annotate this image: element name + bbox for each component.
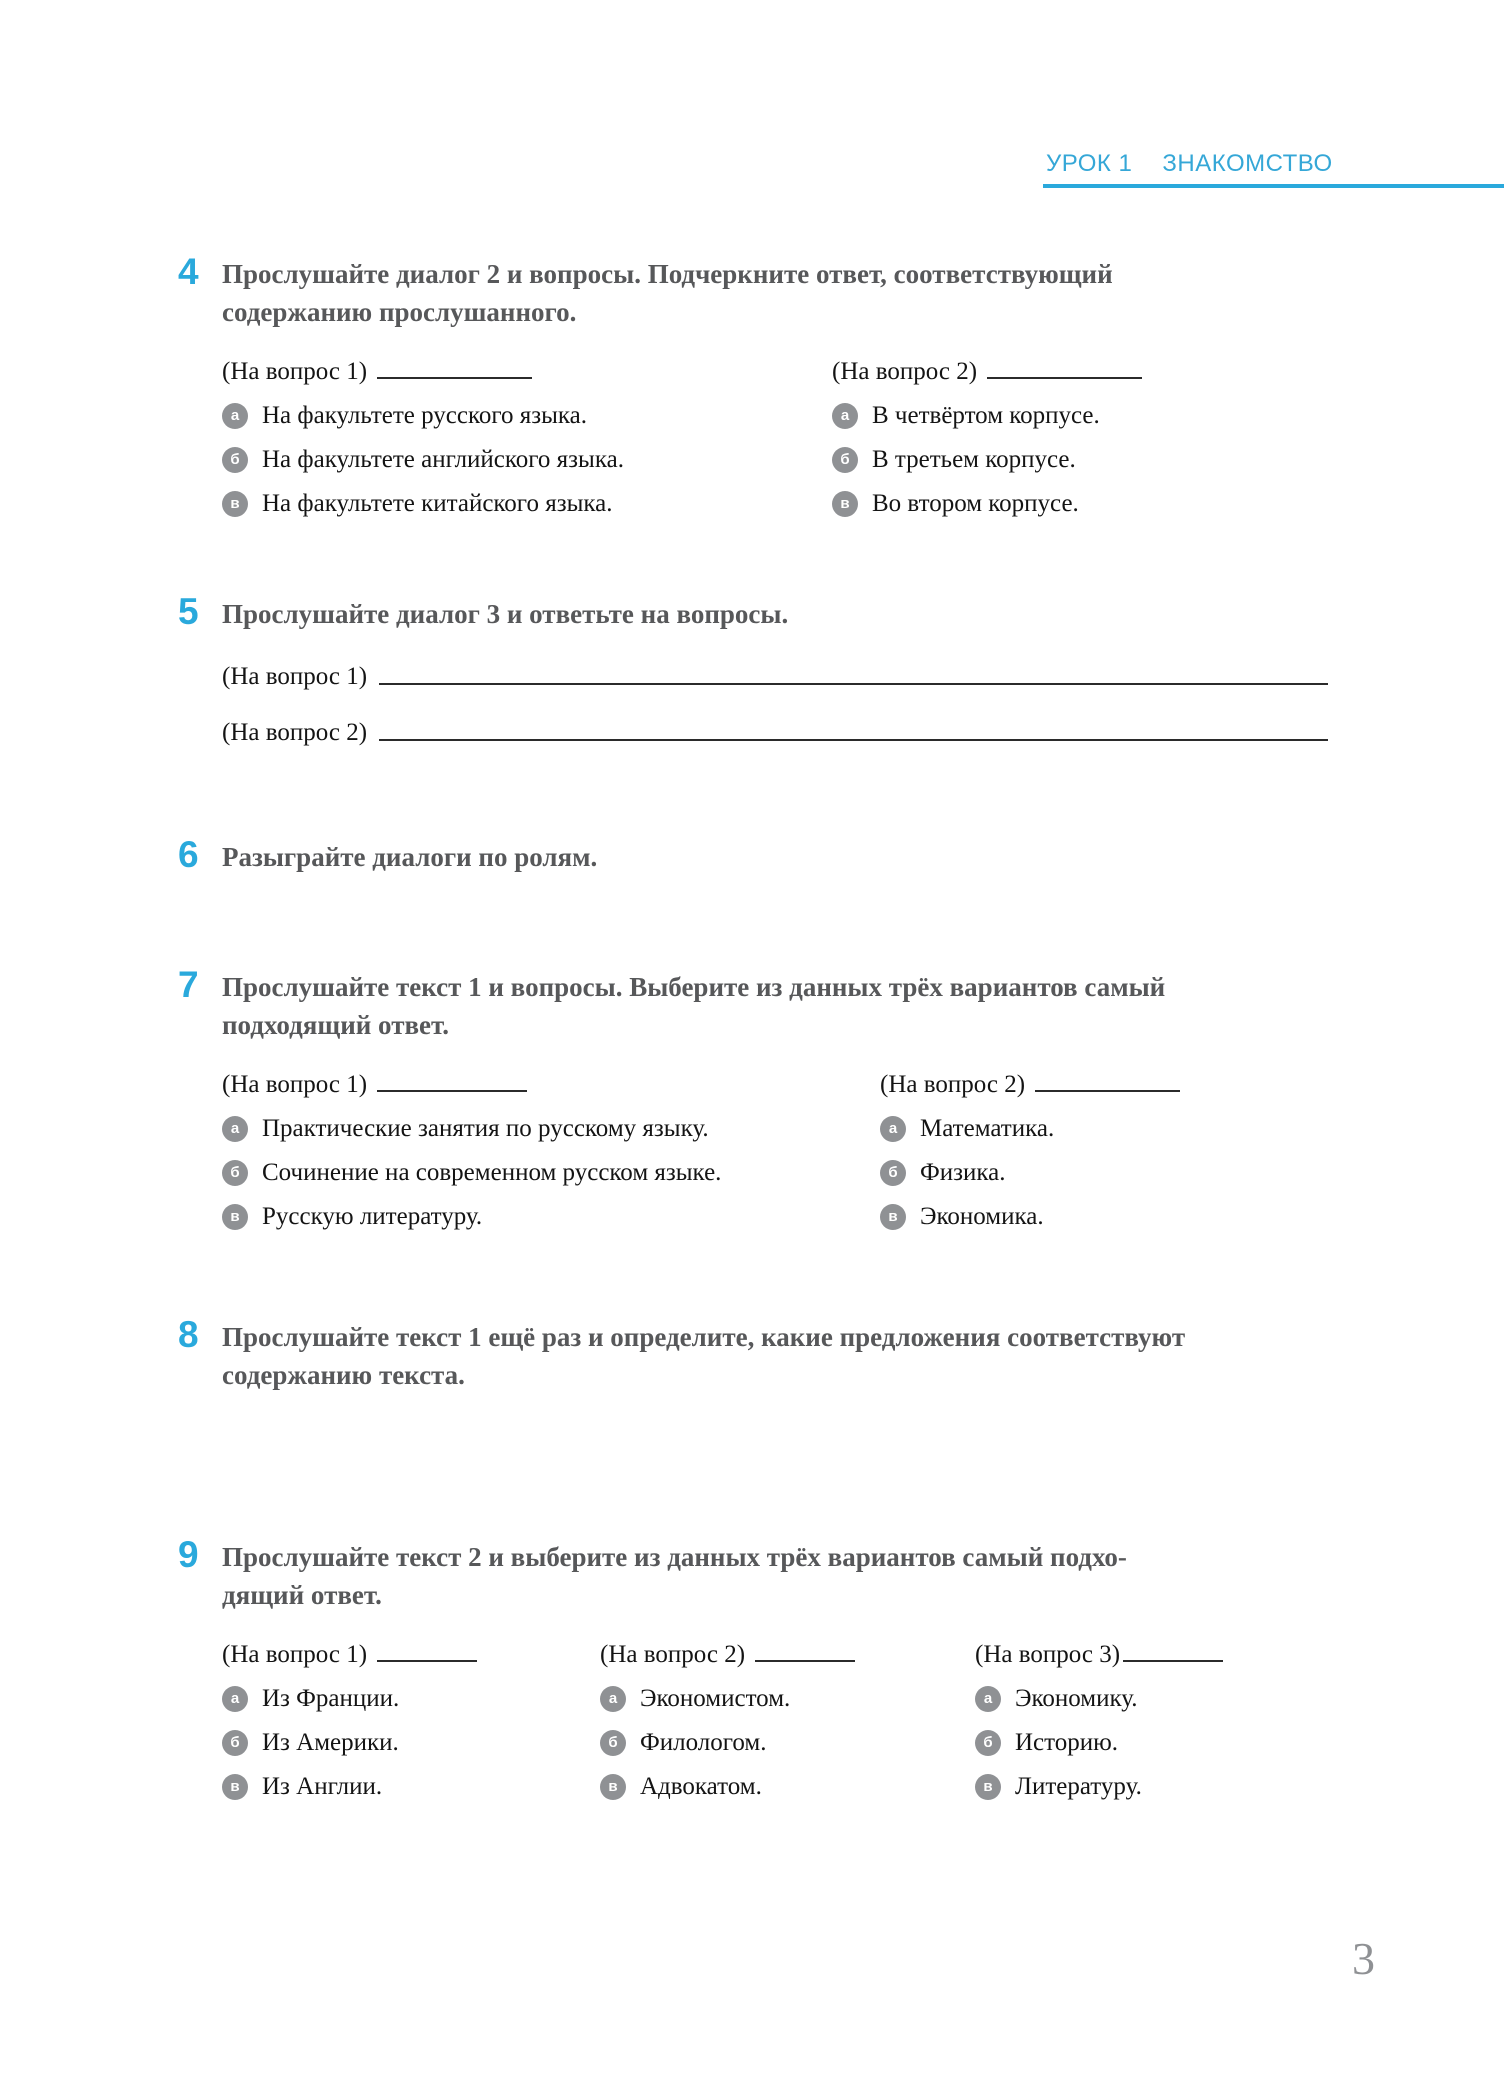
prompt-text: (На вопрос 1): [222, 663, 368, 691]
option-text: Экономистом.: [640, 1684, 791, 1712]
exercise-7: [178, 964, 1328, 1247]
option-row: [832, 446, 1328, 474]
answer-blank: [987, 359, 1142, 379]
option-letter-badge: а: [880, 1116, 906, 1142]
option-text: Литературу.: [1015, 1772, 1142, 1800]
header-rule: [1043, 184, 1504, 188]
option-text: Экономика.: [920, 1202, 1044, 1230]
exercise-instruction: [222, 1318, 1328, 1395]
answer-blank: [1123, 1642, 1223, 1662]
option-letter-badge: в: [880, 1204, 906, 1230]
option-letter-badge: в: [975, 1774, 1001, 1800]
option-row: [975, 1729, 1328, 1757]
answer-line: [379, 683, 1328, 685]
instruction-line: подходящий ответ.: [222, 1010, 450, 1041]
question-column-1: [222, 1641, 600, 1817]
option-row: [222, 402, 832, 430]
question-column-3: [975, 1641, 1328, 1817]
option-row: [222, 1159, 880, 1187]
prompt-text: (На вопрос 1): [222, 357, 368, 385]
option-letter-badge: а: [222, 1686, 248, 1712]
option-text: Из Франции.: [262, 1684, 400, 1712]
option-text: На факультете английского языка.: [262, 445, 624, 473]
option-letter-badge: б: [600, 1730, 626, 1756]
option-text: Математика.: [920, 1114, 1055, 1142]
option-text: Филологом.: [640, 1728, 767, 1756]
exercise-number: 6: [178, 834, 199, 875]
answer-blank: [377, 359, 532, 379]
question-prompt: [832, 358, 1328, 386]
option-letter-badge: а: [600, 1686, 626, 1712]
prompt-text: (На вопрос 3): [975, 1640, 1121, 1668]
exercise-6: [178, 834, 1328, 876]
option-row: [222, 490, 832, 518]
option-letter-badge: а: [222, 403, 248, 429]
option-row: [222, 1685, 600, 1713]
instruction-line: содержанию прослушанного.: [222, 297, 577, 328]
instruction-line: Прослушайте диалог 3 и ответьте на вопросы.: [222, 599, 789, 629]
exercise-5: [178, 591, 1328, 747]
option-letter-badge: б: [222, 1160, 248, 1186]
prompt-text: (На вопрос 2): [600, 1640, 746, 1668]
option-row: [975, 1685, 1328, 1713]
question-column-2: [880, 1071, 1328, 1247]
option-text: Физика.: [920, 1158, 1006, 1186]
option-text: Русскую литературу.: [262, 1202, 483, 1230]
option-row: [222, 1729, 600, 1757]
instruction-line: Прослушайте текст 1 и вопросы. Выберите из данных трёх вариантов самый: [222, 972, 1166, 1002]
instruction-line: содержанию текста.: [222, 1360, 465, 1391]
option-row: [600, 1729, 975, 1757]
answer-blank: [755, 1642, 855, 1662]
exercise-instruction: [222, 595, 1328, 633]
question-prompt: [222, 1641, 600, 1669]
answer-line: [379, 739, 1328, 741]
instruction-line: дящий ответ.: [222, 1580, 382, 1611]
option-row: [600, 1685, 975, 1713]
option-letter-badge: а: [832, 403, 858, 429]
option-row: [832, 490, 1328, 518]
option-letter-badge: б: [832, 447, 858, 473]
option-text: В четвёртом корпусе.: [872, 401, 1100, 429]
answer-blank: [377, 1642, 477, 1662]
lesson-label: УРОК 1: [1046, 150, 1133, 177]
option-letter-badge: б: [222, 447, 248, 473]
option-letter-badge: в: [600, 1774, 626, 1800]
question-prompt: [600, 1641, 975, 1669]
exercise-instruction: [222, 255, 1328, 332]
prompt-text: (На вопрос 2): [222, 719, 368, 747]
question-prompt: [222, 1071, 880, 1099]
exercise-4: [178, 251, 1328, 534]
question-prompt: [222, 358, 832, 386]
option-text: Из Америки.: [262, 1728, 399, 1756]
option-row: [600, 1773, 975, 1801]
question-prompt: [222, 663, 1328, 691]
question-column-2: [600, 1641, 975, 1817]
answer-blank: [377, 1072, 527, 1092]
option-text: Адвокатом.: [640, 1772, 762, 1800]
exercise-9: [178, 1534, 1328, 1817]
question-prompt: [222, 719, 1328, 747]
option-letter-badge: в: [832, 491, 858, 517]
option-row: [880, 1159, 1328, 1187]
exercise-number: 9: [178, 1534, 199, 1575]
question-prompt: [975, 1641, 1328, 1669]
option-letter-badge: в: [222, 1774, 248, 1800]
option-row: [222, 1203, 880, 1231]
instruction-line: Разыграйте диалоги по ролям.: [222, 842, 598, 872]
lesson-header: [1046, 150, 1333, 178]
exercise-number: 7: [178, 964, 199, 1005]
instruction-line: Прослушайте текст 1 ещё раз и определите, какие предложения соответствуют: [222, 1322, 1186, 1352]
prompt-text: (На вопрос 1): [222, 1070, 368, 1098]
question-column-1: [222, 1071, 880, 1247]
option-row: [222, 1773, 600, 1801]
exercise-instruction: [222, 1538, 1328, 1615]
option-row: [222, 1115, 880, 1143]
option-letter-badge: а: [222, 1116, 248, 1142]
prompt-text: (На вопрос 1): [222, 1640, 368, 1668]
exercise-8: [178, 1314, 1328, 1395]
option-row: [975, 1773, 1328, 1801]
option-text: На факультете русского языка.: [262, 401, 588, 429]
answer-blank: [1035, 1072, 1180, 1092]
page-number: 3: [1352, 1933, 1375, 1984]
option-letter-badge: б: [975, 1730, 1001, 1756]
exercise-number: 4: [178, 251, 199, 292]
question-prompt: [880, 1071, 1328, 1099]
option-letter-badge: в: [222, 1204, 248, 1230]
question-column-1: [222, 358, 832, 534]
instruction-line: Прослушайте диалог 2 и вопросы. Подчеркните ответ, соответствующий: [222, 259, 1113, 289]
exercise-number: 8: [178, 1314, 199, 1355]
option-row: [832, 402, 1328, 430]
option-row: [222, 446, 832, 474]
lesson-topic: ЗНАКОМСТВО: [1162, 150, 1333, 177]
prompt-text: (На вопрос 2): [832, 357, 978, 385]
option-text: Из Англии.: [262, 1772, 383, 1800]
option-letter-badge: а: [975, 1686, 1001, 1712]
instruction-line: Прослушайте текст 2 и выберите из данных трёх вариантов самый подхо-: [222, 1542, 1127, 1572]
option-text: Практические занятия по русскому языку.: [262, 1114, 709, 1142]
option-text: В третьем корпусе.: [872, 445, 1076, 473]
option-text: Сочинение на современном русском языке.: [262, 1158, 722, 1186]
option-letter-badge: в: [222, 491, 248, 517]
exercise-instruction: [222, 968, 1328, 1045]
exercise-number: 5: [178, 591, 199, 632]
prompt-text: (На вопрос 2): [880, 1070, 1026, 1098]
option-row: [880, 1203, 1328, 1231]
exercise-instruction: [222, 838, 1328, 876]
option-text: Во втором корпусе.: [872, 489, 1079, 517]
option-row: [880, 1115, 1328, 1143]
option-letter-badge: б: [880, 1160, 906, 1186]
question-column-2: [832, 358, 1328, 534]
option-text: Экономику.: [1015, 1684, 1138, 1712]
option-text: Историю.: [1015, 1728, 1119, 1756]
option-letter-badge: б: [222, 1730, 248, 1756]
option-text: На факультете китайского языка.: [262, 489, 613, 517]
